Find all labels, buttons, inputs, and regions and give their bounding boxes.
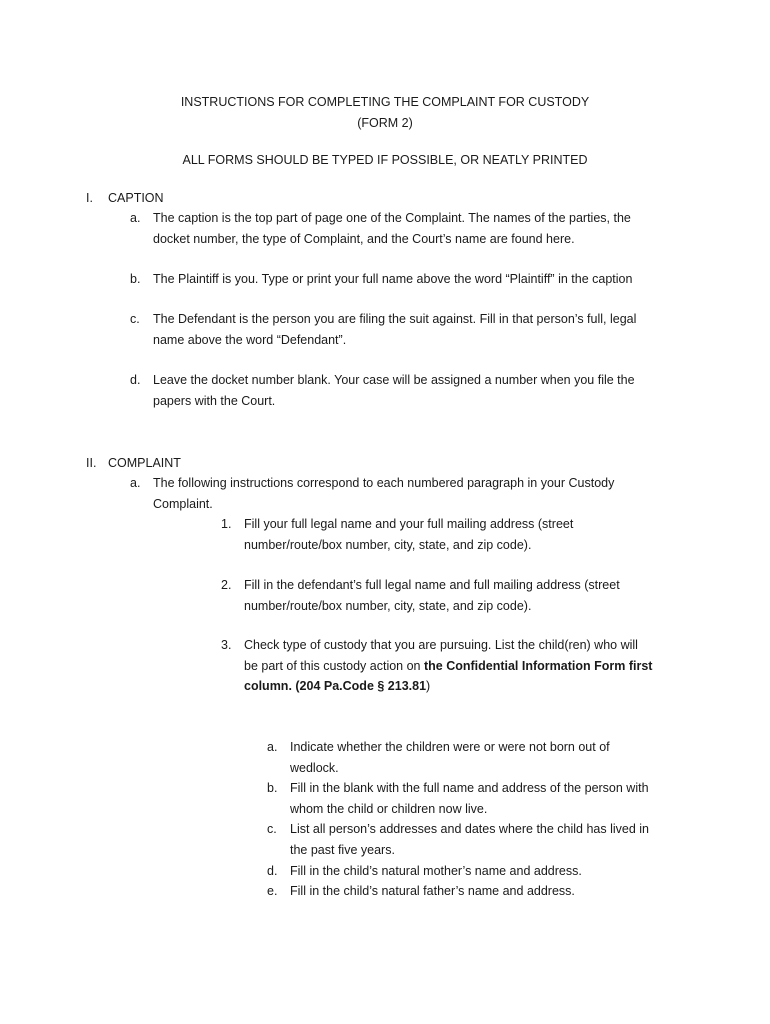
section2-numeral: II. xyxy=(86,456,97,470)
numbered-item-3-line1: Check type of custody that you are pursuing. List the child(ren) who will xyxy=(244,638,638,652)
section1-numeral: I. xyxy=(86,191,93,205)
numbered-item-1-marker: 1. xyxy=(221,517,232,531)
section1-item-c xyxy=(153,309,636,350)
section2-heading: COMPLAINT xyxy=(108,456,181,470)
sub-item-c-line1: List all person’s addresses and dates where the child has lived in xyxy=(290,822,650,836)
section1-item-d-marker: d. xyxy=(130,373,141,387)
numbered-item-2-marker: 2. xyxy=(221,578,232,592)
section1-item-d-line2: papers with the Court. xyxy=(153,393,276,408)
sub-item-c xyxy=(290,819,649,860)
numbered-item-1-line2: number/route/box number, city, state, and zip code). xyxy=(244,537,532,552)
sub-item-b-line1: Fill in the blank with the full name and address of the person with xyxy=(290,781,649,795)
numbered-item-3 xyxy=(244,635,652,697)
section1-item-a-line1: The caption is the top part of page one of the Complaint. The names of the parties, the xyxy=(153,211,631,225)
document-subtitle: ALL FORMS SHOULD BE TYPED IF POSSIBLE, OR NEATLY PRINTED xyxy=(182,153,588,167)
document-title-line1: INSTRUCTIONS FOR COMPLETING THE COMPLAINT FOR CUSTODY xyxy=(180,95,590,109)
sub-item-a xyxy=(290,737,610,778)
sub-item-e xyxy=(290,881,575,902)
numbered-item-3-line2-plain: be part of this custody action on xyxy=(244,658,424,673)
sub-item-a-marker: a. xyxy=(267,740,278,754)
sub-item-d-line1: Fill in the child’s natural mother’s name and address. xyxy=(290,864,582,878)
section1-item-d xyxy=(153,370,635,411)
section1-item-b-marker: b. xyxy=(130,272,141,286)
sub-item-c-line2: the past five years. xyxy=(290,842,395,857)
section1-item-a-line2: docket number, the type of Complaint, and the Court’s name are found here. xyxy=(153,231,575,246)
numbered-item-3-marker: 3. xyxy=(221,638,232,652)
section1-item-b xyxy=(153,269,632,290)
sub-item-b xyxy=(290,778,649,819)
numbered-item-2 xyxy=(244,575,620,616)
section1-item-c-marker: c. xyxy=(130,312,140,326)
section2-item-a-line1: The following instructions correspond to each numbered paragraph in your Custody xyxy=(153,476,615,490)
sub-item-d-marker: d. xyxy=(267,864,278,878)
code-citation: column. (204 Pa.Code § 213.81 xyxy=(244,679,427,693)
section2-item-a-marker: a. xyxy=(130,476,141,490)
section1-item-b-line1: The Plaintiff is you. Type or print your full name above the word “Plaintiff” in the caption xyxy=(153,272,633,286)
numbered-item-2-line1: Fill in the defendant’s full legal name and full mailing address (street xyxy=(244,578,620,592)
numbered-item-3-line3-plain: ) xyxy=(426,679,431,693)
section1-item-a-marker: a. xyxy=(130,211,141,225)
sub-item-b-marker: b. xyxy=(267,781,278,795)
sub-item-d xyxy=(290,861,582,882)
section2-item-a-line2: Complaint. xyxy=(153,496,213,511)
sub-item-e-marker: e. xyxy=(267,884,278,898)
sub-item-a-line1: Indicate whether the children were or were not born out of xyxy=(290,740,610,754)
numbered-item-3-line3 xyxy=(244,676,652,697)
sub-item-a-line2: wedlock. xyxy=(290,760,339,775)
numbered-item-1-line1: Fill your full legal name and your full mailing address (street xyxy=(244,517,574,531)
sub-item-c-marker: c. xyxy=(267,822,277,836)
confidential-form-reference: the Confidential Information Form first xyxy=(423,658,653,673)
section1-heading: CAPTION xyxy=(108,191,164,205)
section1-item-c-line1: The Defendant is the person you are filing the suit against. Fill in that person’s full, legal xyxy=(153,312,637,326)
section2-item-a xyxy=(153,473,614,514)
sub-item-e-line1: Fill in the child’s natural father’s name and address. xyxy=(290,884,575,898)
section1-item-a xyxy=(153,208,631,249)
numbered-item-1 xyxy=(244,514,573,555)
numbered-item-3-line2 xyxy=(244,656,652,677)
document-title-line2: (FORM 2) xyxy=(357,116,413,130)
section1-item-d-line1: Leave the docket number blank. Your case will be assigned a number when you file the xyxy=(153,373,635,387)
numbered-item-2-line2: number/route/box number, city, state, and zip code). xyxy=(244,598,532,613)
section1-item-c-line2: name above the word “Defendant”. xyxy=(153,332,347,347)
sub-item-b-line2: whom the child or children now live. xyxy=(290,801,488,816)
